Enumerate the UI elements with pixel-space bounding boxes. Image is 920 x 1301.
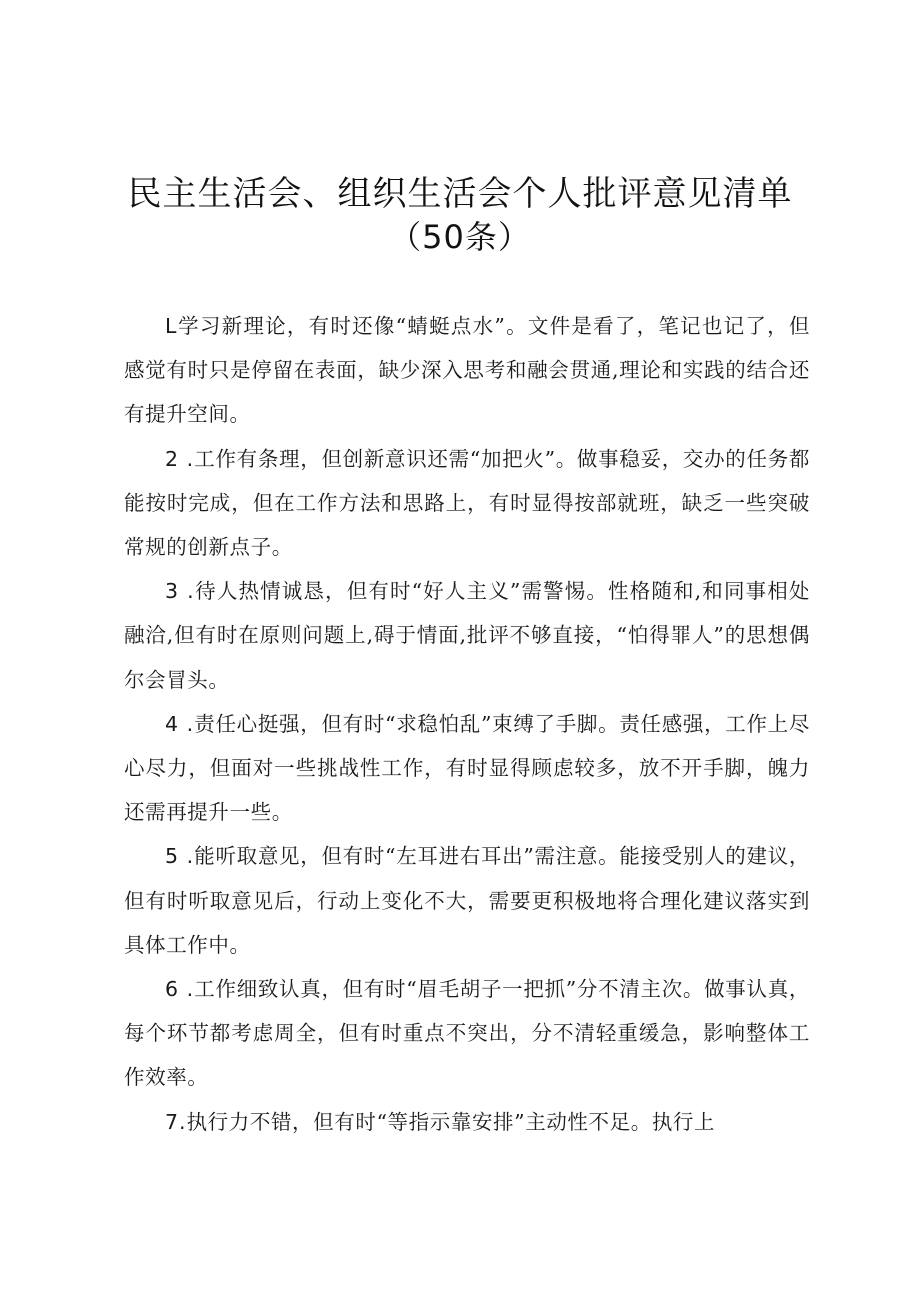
list-item xyxy=(124,1100,810,1144)
item-number: 5 . xyxy=(165,844,195,869)
item-text: 能听取意见，但有时“左耳进右耳出”需注意。能接受别人的建议，但有时听取意见后，行动上变化不大，需要更积极地将合理化建议落实到具体工作中。 xyxy=(124,844,810,957)
list-item xyxy=(124,967,810,1100)
item-text: 待人热情诚恳，但有时“好人主义”需警惕。性格随和,和同事相处融洽,但有时在原则问题上,碍于情面,批评不够直接，“怕得罪人”的思想偶尔会冒头。 xyxy=(124,579,810,692)
document-body xyxy=(124,304,810,1144)
item-number: 7. xyxy=(165,1109,187,1134)
list-item xyxy=(124,834,810,967)
list-item xyxy=(124,569,810,702)
item-text: 工作有条理，但创新意识还需“加把火”。做事稳妥，交办的任务都能按时完成，但在工作方法和思路上，有时显得按部就班，缺乏一些突破常规的创新点子。 xyxy=(124,446,810,560)
list-item xyxy=(124,437,810,570)
item-number: 2 . xyxy=(165,446,195,471)
document-title: 民主生活会、组织生活会个人批评意见清单 xyxy=(127,174,793,214)
item-text: 执行力不错，但有时“等指示靠安排”主动性不足。执行上 xyxy=(186,1109,716,1134)
item-text: 工作细致认真，但有时“眉毛胡子一把抓”分不清主次。做事认真，每个环节都考虑周全，但有时重点不突出，分不清轻重缓急，影响整体工作效率。 xyxy=(124,977,810,1090)
list-item xyxy=(124,702,810,835)
item-number: L xyxy=(165,314,178,338)
item-number: 4 . xyxy=(165,711,195,736)
item-number: 3 . xyxy=(165,579,195,604)
item-text: 责任心挺强，但有时“求稳怕乱”束缚了手脚。责任感强，工作上尽心尽力，但面对一些挑战性工作，有时显得顾虑较多，放不开手脚，魄力还需再提升一些。 xyxy=(124,711,810,825)
item-text: 学习新理论，有时还像“蜻蜓点水”。文件是看了，笔记也记了，但感觉有时只是停留在表面，缺少深入思考和融会贯通,理论和实践的结合还有提升空间。 xyxy=(124,314,810,427)
item-number: 6 . xyxy=(165,977,195,1002)
document-subtitle-count: （50条） xyxy=(389,218,531,256)
list-item xyxy=(124,304,810,437)
